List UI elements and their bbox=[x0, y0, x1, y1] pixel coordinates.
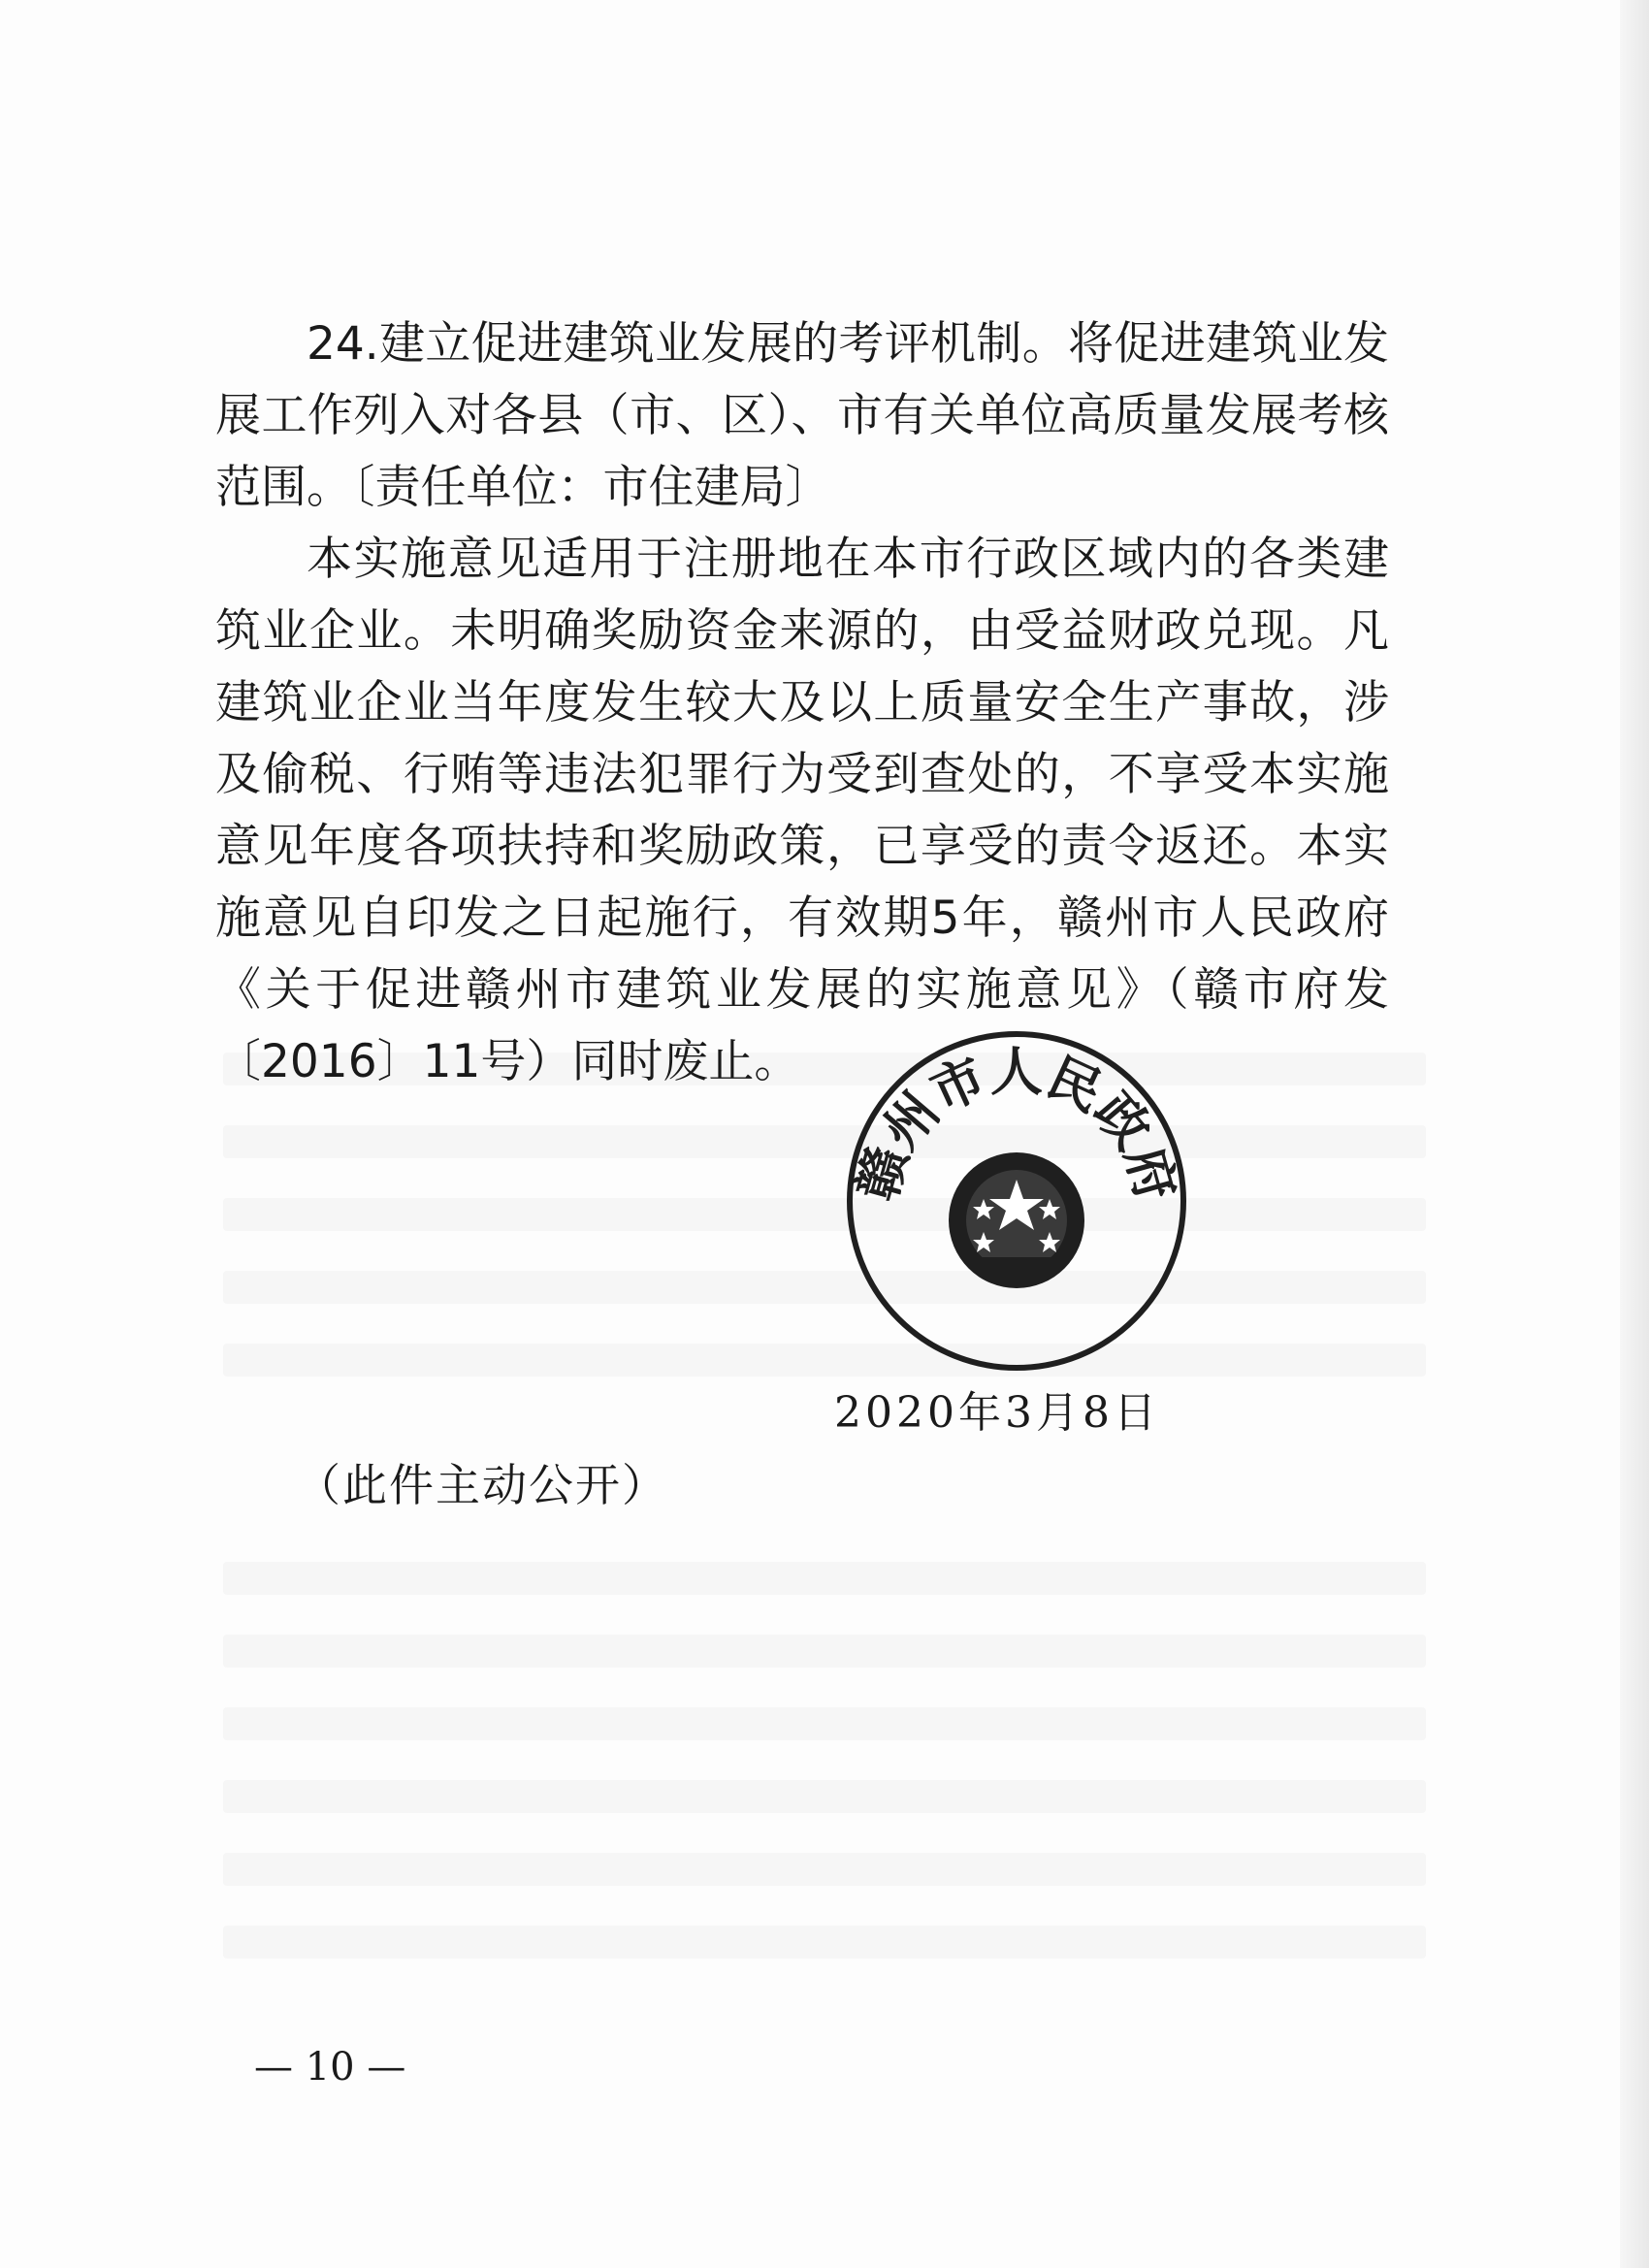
show-through bbox=[223, 1780, 1426, 1813]
item-24-paragraph: 24.建立促进建筑业发展的考评机制。将促进建筑业发展工作列入对各县（市、区）、市有关单位高质量发展考核范围。〔责任单位：市住建局〕 bbox=[215, 317, 1389, 514]
show-through bbox=[223, 1271, 1426, 1304]
official-seal bbox=[842, 1026, 1191, 1376]
document-body bbox=[215, 308, 1389, 1098]
show-through bbox=[223, 1562, 1426, 1595]
page-number: — 10 — bbox=[254, 2045, 406, 2090]
seal-text: 赣州市人民政府 bbox=[846, 1041, 1187, 1208]
scan-edge bbox=[1620, 0, 1649, 2268]
issue-date: 2020年3月8日 bbox=[834, 1388, 1160, 1438]
closing-paragraph: 本实施意见适用于注册地在本市行政区域内的各类建筑业企业。未明确奖励资金来源的，由受益财政兑现。凡建筑业企业当年度发生较大及以上质量安全生产事故，涉及偷税、行贿等违法犯罪行为受到查处的，不享受本实施意见年度各项扶持和奖励政策，已享受的责令返还。本实施意见自印发之日起施行，有效期5年，赣州市人民政府《关于促进赣州市建筑业发展的实施意见》（赣市府发〔2016〕11号）同时废止。 bbox=[215, 533, 1389, 1088]
show-through bbox=[223, 1344, 1426, 1377]
show-through bbox=[223, 1926, 1426, 1959]
show-through bbox=[223, 1853, 1426, 1886]
show-through bbox=[223, 1198, 1426, 1231]
show-through bbox=[223, 1635, 1426, 1668]
show-through bbox=[223, 1707, 1426, 1740]
national-emblem-icon bbox=[949, 1152, 1084, 1288]
show-through bbox=[223, 1125, 1426, 1158]
disclosure-note: （此件主动公开） bbox=[296, 1459, 668, 1511]
